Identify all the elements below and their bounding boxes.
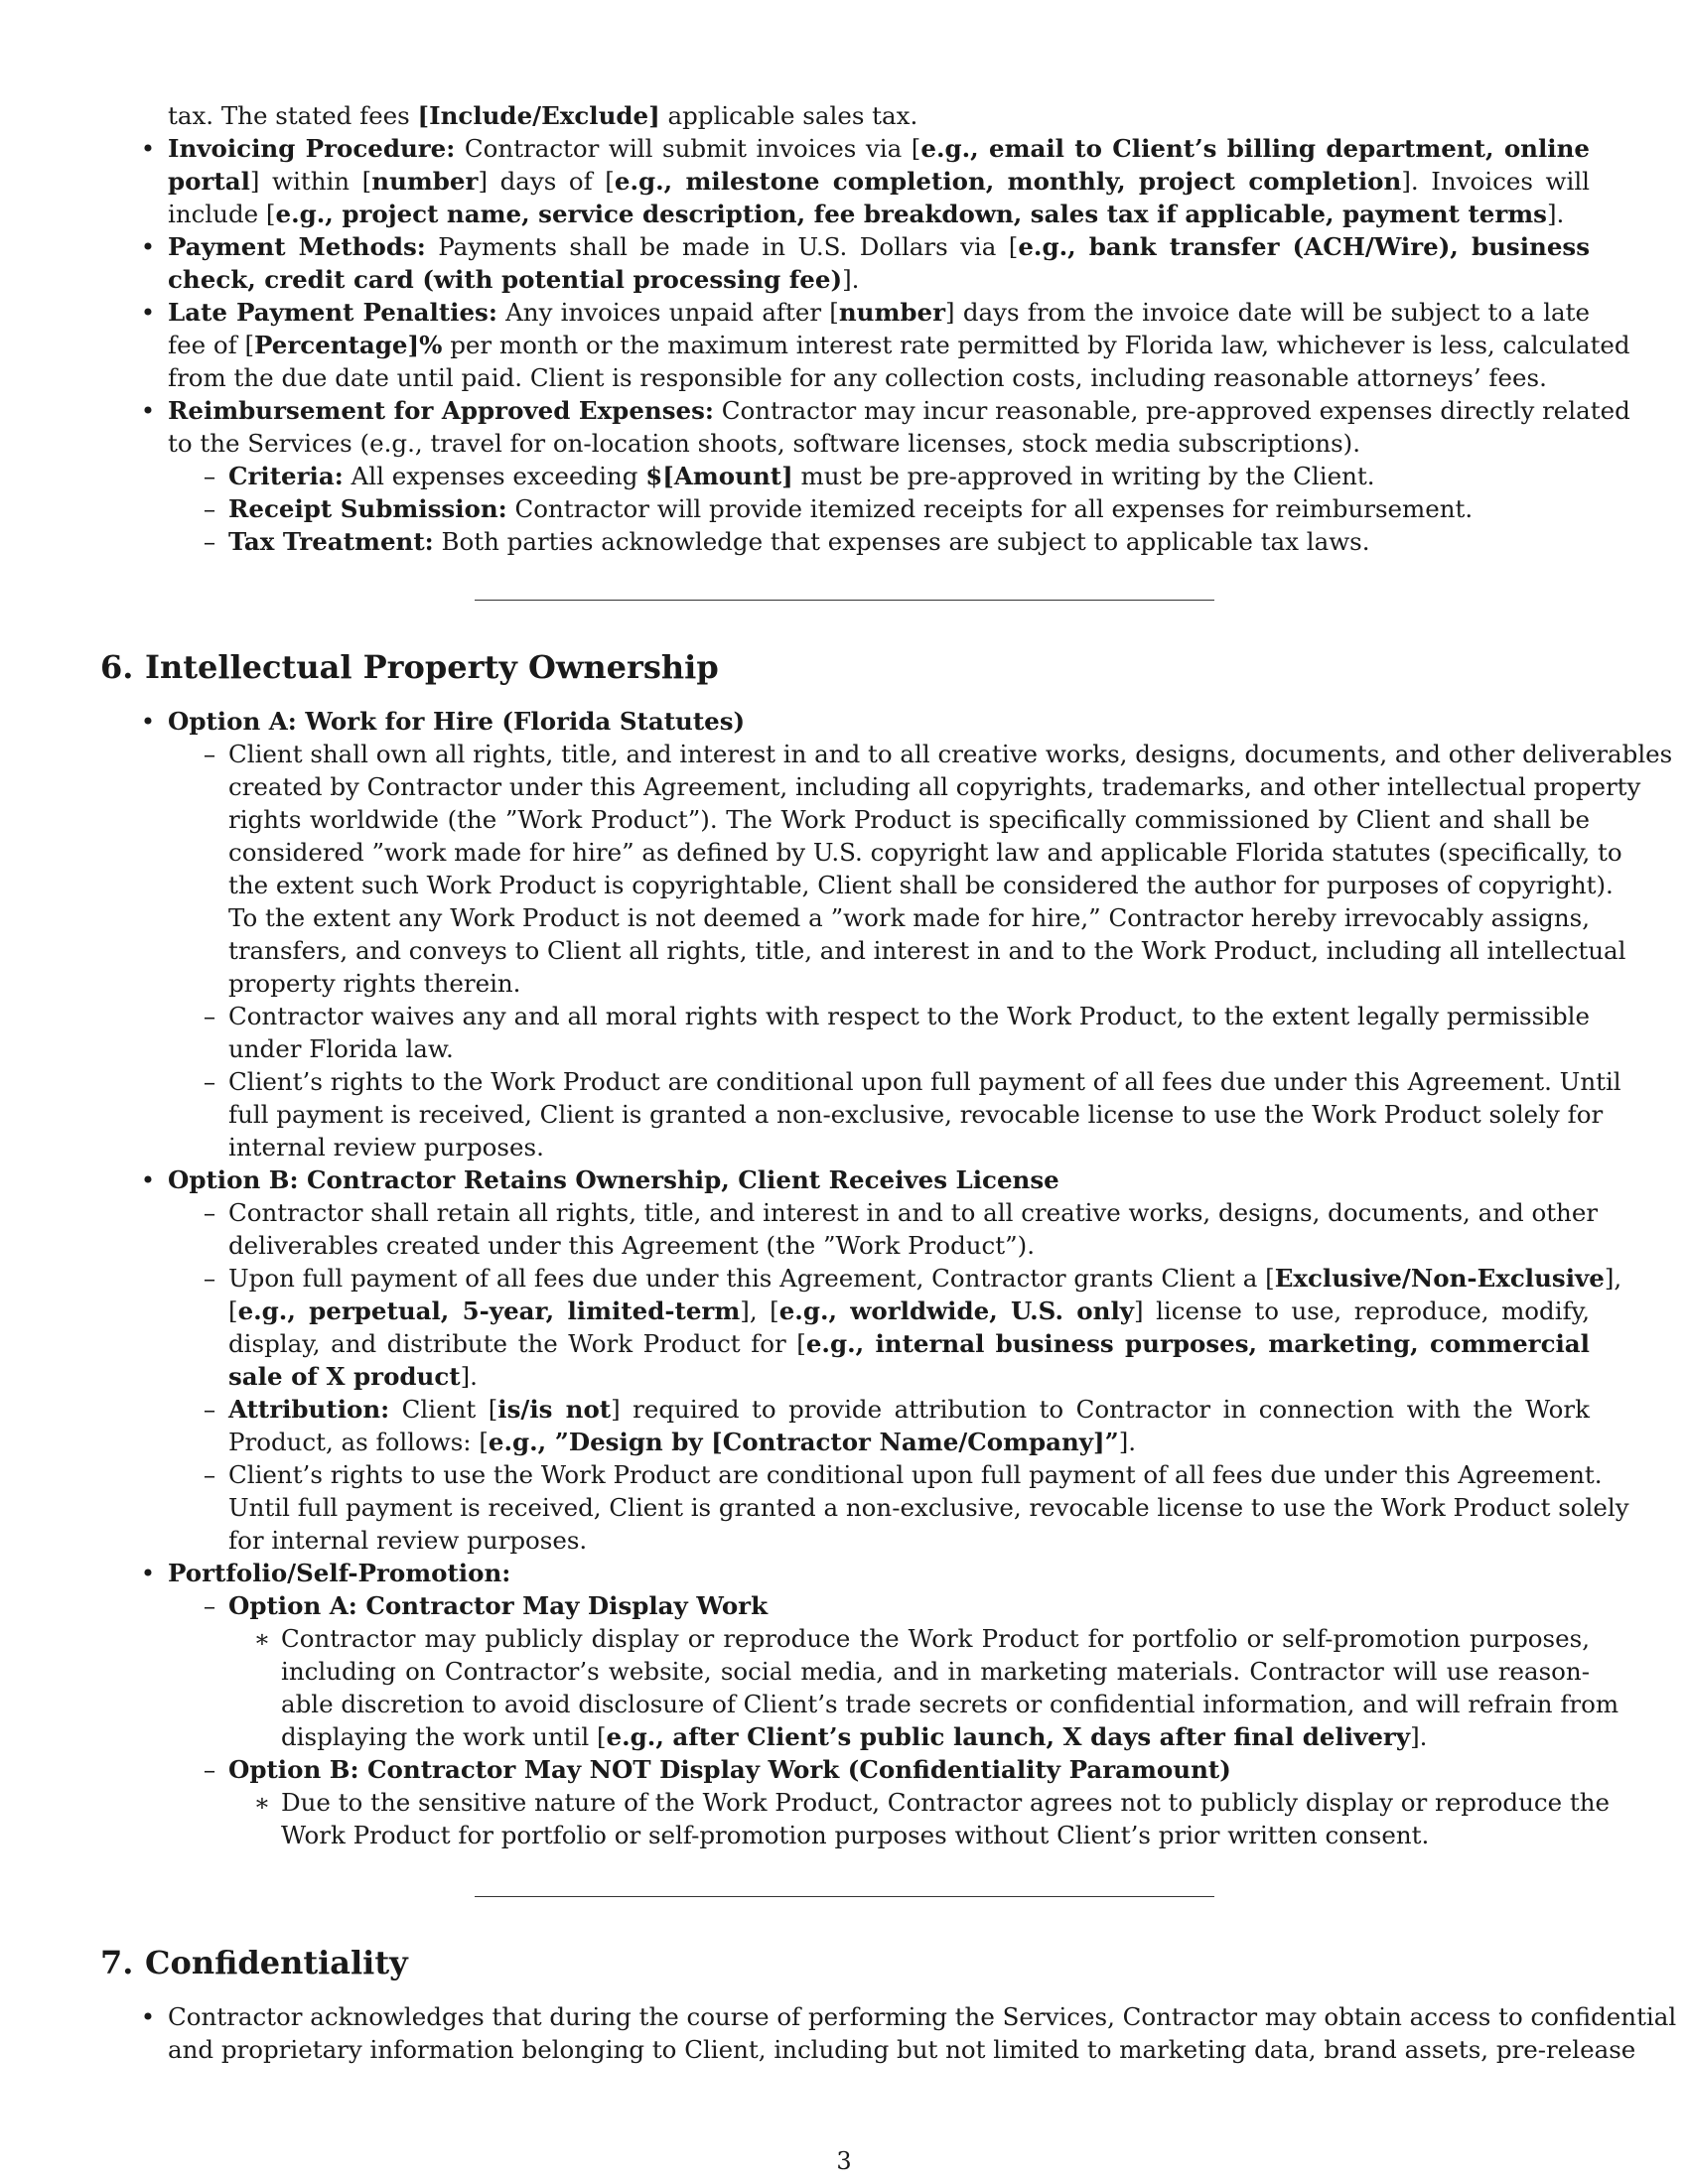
tax-treatment-item: Tax Treatment: Both parties acknowledge that expenses are subject to applicable tax laws.: [228, 527, 1370, 556]
text-line: Contractor waives any and all moral rights with respect to the Work Product, to the extent legally permissible: [228, 1002, 1590, 1030]
text-line: display, and distribute the Work Product for [e.g., internal business purposes, marketing, commercial: [228, 1329, 1590, 1358]
text-line: the extent such Work Product is copyrightable, Client shall be considered the author for purposes of copyright).: [228, 871, 1614, 899]
text-line: transfers, and conveys to Client all rights, title, and interest in and to the Work Product, including all intellectual: [228, 936, 1626, 965]
text-line: under Florida law.: [228, 1034, 454, 1063]
bullet-icon: •: [140, 1559, 156, 1587]
text-line: including on Contractor’s website, social media, and in marketing materials. Contractor will use reason-: [281, 1657, 1590, 1686]
dash-icon: –: [203, 1264, 216, 1293]
text-line: [e.g., perpetual, 5-year, limited-term], [e.g., worldwide, U.S. only] license to use, reproduce, modify,: [228, 1297, 1591, 1325]
text-line: Due to the sensitive nature of the Work Product, Contractor agrees not to publicly display or reproduce the: [281, 1788, 1610, 1817]
text-line: Client’s rights to use the Work Product are conditional upon full payment of all fees due under this Agreement.: [228, 1460, 1603, 1489]
text-line: Product, as follows: [e.g., ”Design by [Contractor Name/Company]”].: [228, 1428, 1137, 1456]
text-line: Contractor shall retain all rights, title, and interest in and to all creative works, designs, documents, and other: [228, 1198, 1599, 1227]
text-line: for internal review purposes.: [228, 1526, 588, 1555]
text-line: To the extent any Work Product is not deemed a ”work made for hire,” Contractor hereby irrevocably assigns,: [228, 903, 1590, 932]
horizontal-rule: [475, 1896, 1214, 1897]
portfolio-option-b-heading: Option B: Contractor May NOT Display Work (Confidentiality Paramount): [228, 1755, 1231, 1784]
dash-icon: –: [203, 1755, 216, 1784]
bullet-icon: •: [140, 2002, 156, 2031]
receipt-submission-item: Receipt Submission: Contractor will provide itemized receipts for all expenses for reimbursement.: [228, 494, 1474, 523]
text-line: deliverables created under this Agreement (the ”Work Product”).: [228, 1231, 1035, 1260]
option-a-heading: Option A: Work for Hire (Florida Statutes): [168, 707, 746, 736]
late-payment-item: Late Payment Penalties: Any invoices unpaid after [number] days from the invoice date will be subject to a late: [168, 298, 1591, 327]
bullet-icon: •: [140, 232, 156, 261]
text-line: internal review purposes.: [228, 1133, 544, 1161]
dash-icon: –: [203, 1198, 216, 1227]
text-line: rights worldwide (the ”Work Product”). The Work Product is specifically commissioned by Client and shall be: [228, 805, 1590, 834]
text-line: from the due date until paid. Client is responsible for any collection costs, including reasonable attorneys’ fees.: [168, 363, 1547, 392]
text-line: considered ”work made for hire” as defined by U.S. copyright law and applicable Florida statutes (specifically, to: [228, 838, 1622, 867]
attribution-item: Attribution: Client [is/is not] required to provide attribution to Contractor in connection with the Work: [228, 1395, 1590, 1424]
bullet-icon: •: [140, 134, 156, 163]
bullet-icon: •: [140, 1165, 156, 1194]
bullet-icon: •: [140, 396, 156, 425]
confidentiality-item: Contractor acknowledges that during the course of performing the Services, Contractor may obtain access to confidential: [168, 2002, 1677, 2031]
text-line: property rights therein.: [228, 969, 521, 998]
bullet-icon: •: [140, 298, 156, 327]
text-line: Client’s rights to the Work Product are conditional upon full payment of all fees due under this Agreement. Until: [228, 1067, 1621, 1096]
dash-icon: –: [203, 1591, 216, 1620]
horizontal-rule: [475, 600, 1214, 601]
criteria-item: Criteria: All expenses exceeding $[Amount] must be pre-approved in writing by the Client.: [228, 462, 1375, 490]
payment-methods-item: Payment Methods: Payments shall be made in U.S. Dollars via [e.g., bank transfer (ACH/Wire), business: [168, 232, 1590, 261]
text-line: fee of [Percentage]% per month or the maximum interest rate permitted by Florida law, whichever is less, calculated: [168, 331, 1630, 359]
page-number: 3: [836, 2147, 852, 2175]
section-heading-7: 7. Confidentiality: [100, 1944, 408, 1981]
dash-icon: –: [203, 1460, 216, 1489]
dash-icon: –: [203, 1395, 216, 1424]
dash-icon: –: [203, 462, 216, 490]
dash-icon: –: [203, 1002, 216, 1030]
invoicing-procedure-item: Invoicing Procedure: Contractor will submit invoices via [e.g., email to Client’s billing department, online: [168, 134, 1590, 163]
dash-icon: –: [203, 1067, 216, 1096]
text-line: Client shall own all rights, title, and interest in and to all creative works, designs, documents, and other deliverables: [228, 740, 1673, 768]
dash-icon: –: [203, 494, 216, 523]
section-heading-6: 6. Intellectual Property Ownership: [100, 648, 719, 686]
text-line: tax. The stated fees [Include/Exclude] applicable sales tax.: [168, 101, 918, 130]
text-line: Until full payment is received, Client is granted a non-exclusive, revocable license to use the Work Product solely: [228, 1493, 1629, 1522]
text-line: Contractor may publicly display or reproduce the Work Product for portfolio or self-promotion purposes,: [281, 1624, 1590, 1653]
text-line: and proprietary information belonging to Client, including but not limited to marketing data, brand assets, pre-release: [168, 2035, 1636, 2064]
text-line: Upon full payment of all fees due under this Agreement, Contractor grants Client a [Exclusive/Non-Exclusive],: [228, 1264, 1622, 1293]
bullet-icon: •: [140, 707, 156, 736]
asterisk-icon: ∗: [253, 1788, 271, 1817]
text-line: check, credit card (with potential processing fee)].: [168, 265, 860, 294]
portfolio-option-a-heading: Option A: Contractor May Display Work: [228, 1591, 769, 1620]
text-line: Work Product for portfolio or self-promotion purposes without Client’s prior written consent.: [281, 1821, 1430, 1849]
text-line: displaying the work until [e.g., after Client’s public launch, X days after final delivery].: [281, 1722, 1428, 1751]
dash-icon: –: [203, 740, 216, 768]
text-line: to the Services (e.g., travel for on-location shoots, software licenses, stock media subscriptions).: [168, 429, 1361, 458]
text-line: full payment is received, Client is granted a non-exclusive, revocable license to use the Work Product solely for: [228, 1100, 1604, 1129]
text-line: created by Contractor under this Agreement, including all copyrights, trademarks, and other intellectual property: [228, 772, 1641, 801]
asterisk-icon: ∗: [253, 1624, 271, 1653]
option-b-heading: Option B: Contractor Retains Ownership, Client Receives License: [168, 1165, 1059, 1194]
text-line: sale of X product].: [228, 1362, 478, 1391]
dash-icon: –: [203, 527, 216, 556]
text-line: include [e.g., project name, service description, fee breakdown, sales tax if applicable, payment terms].: [168, 200, 1565, 228]
text-line: able discretion to avoid disclosure of Client’s trade secrets or confidential information, and will refrain from: [281, 1690, 1619, 1718]
text-line: portal] within [number] days of [e.g., milestone completion, monthly, project completion]. Invoices will: [168, 167, 1590, 196]
reimbursement-item: Reimbursement for Approved Expenses: Contractor may incur reasonable, pre-approved expenses directly related: [168, 396, 1630, 425]
portfolio-heading: Portfolio/Self-Promotion:: [168, 1559, 511, 1587]
